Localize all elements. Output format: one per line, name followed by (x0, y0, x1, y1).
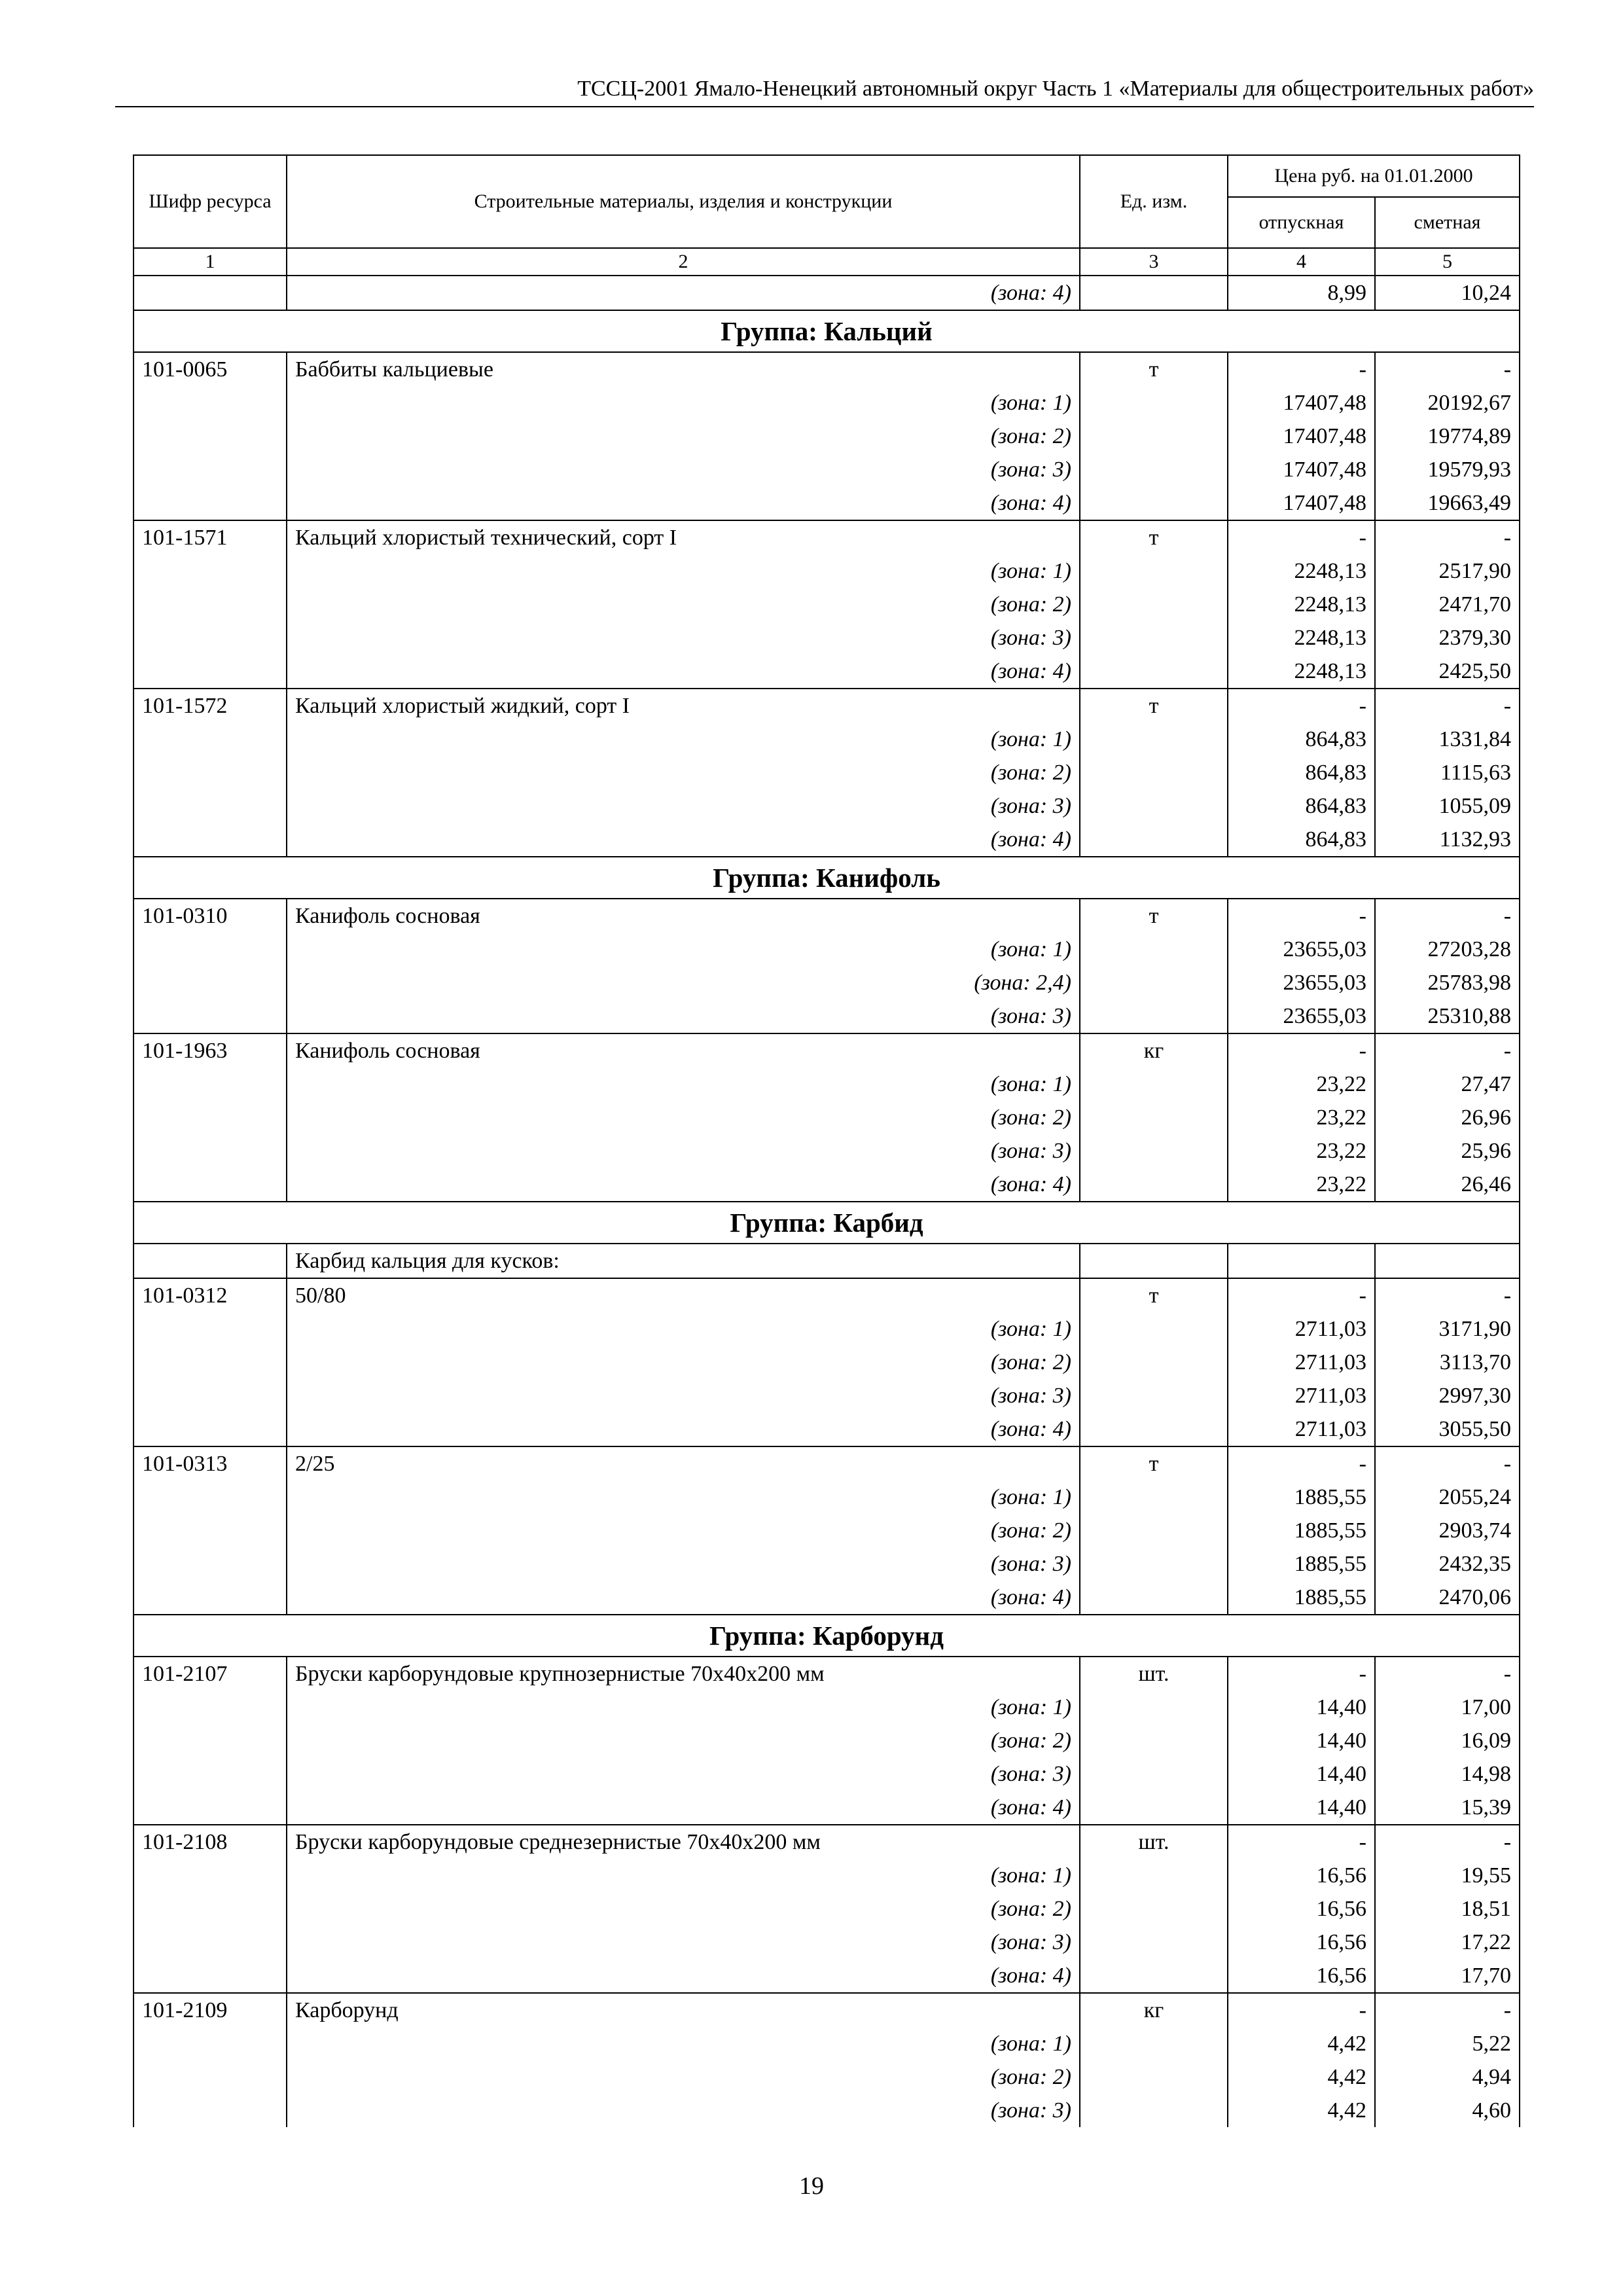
running-header: ТССЦ-2001 Ямало-Ненецкий автономный округ Часть 1 «Материалы для общестроительных работ» (115, 72, 1534, 107)
col-header-code: Шифр ресурса (134, 155, 287, 248)
zone-row (134, 453, 1520, 486)
estimate-price: 1055,09 (1375, 789, 1520, 823)
release-price: 16,56 (1228, 1859, 1375, 1892)
zone-row (134, 2094, 1520, 2127)
release-price: - (1228, 1278, 1375, 1312)
release-price: 1885,55 (1228, 1547, 1375, 1581)
release-price: 16,56 (1228, 1959, 1375, 1993)
zone-row (134, 621, 1520, 655)
zone-row (134, 1859, 1520, 1892)
resource-code: 101-1963 (134, 1033, 287, 1067)
resource-row (134, 1446, 1520, 1480)
resource-code: 101-2107 (134, 1657, 287, 1691)
zone-label: (зона: 4) (287, 276, 1080, 310)
release-price: 2248,13 (1228, 554, 1375, 588)
group-row (134, 857, 1520, 899)
zone-row (134, 1757, 1520, 1791)
release-price: - (1228, 1033, 1375, 1067)
col-header-price-group: Цена руб. на 01.01.2000 (1228, 155, 1520, 197)
resource-code: 101-0312 (134, 1278, 287, 1312)
estimate-price: 26,46 (1375, 1168, 1520, 1202)
estimate-price: 2470,06 (1375, 1581, 1520, 1615)
unit-of-measure: т (1080, 899, 1228, 933)
release-price: 2711,03 (1228, 1312, 1375, 1346)
zone-label: (зона: 3) (287, 1757, 1080, 1791)
release-price: 4,42 (1228, 2027, 1375, 2060)
group-title: Группа: Канифоль (134, 857, 1520, 899)
release-price: 2711,03 (1228, 1346, 1375, 1379)
zone-label: (зона: 3) (287, 453, 1080, 486)
group-row (134, 1615, 1520, 1657)
estimate-price: 3055,50 (1375, 1412, 1520, 1446)
zone-row (134, 789, 1520, 823)
release-price: 17407,48 (1228, 486, 1375, 520)
release-price: 4,42 (1228, 2060, 1375, 2094)
release-price: - (1228, 1446, 1375, 1480)
estimate-price: - (1375, 1993, 1520, 2027)
zone-row (134, 1134, 1520, 1168)
zone-row (134, 1312, 1520, 1346)
zone-row (134, 386, 1520, 420)
zone-row (134, 2027, 1520, 2060)
col-header-unit: Ед. изм. (1080, 155, 1228, 248)
resource-code: 101-0065 (134, 352, 287, 386)
zone-row (134, 756, 1520, 789)
zone-row (134, 1168, 1520, 1202)
release-price: 23655,03 (1228, 933, 1375, 966)
zone-label: (зона: 1) (287, 1067, 1080, 1101)
release-price: 23,22 (1228, 1067, 1375, 1101)
estimate-price: 2055,24 (1375, 1480, 1520, 1514)
zone-row (134, 1379, 1520, 1412)
zone-label: (зона: 1) (287, 2027, 1080, 2060)
table-body (134, 276, 1520, 2127)
release-price: 14,40 (1228, 1691, 1375, 1724)
zone-row (134, 655, 1520, 689)
unit-of-measure: шт. (1080, 1657, 1228, 1691)
zone-label: (зона: 3) (287, 999, 1080, 1033)
release-price: 2711,03 (1228, 1379, 1375, 1412)
release-price: - (1228, 899, 1375, 933)
resource-name: Кальций хлористый жидкий, сорт I (287, 689, 1080, 723)
release-price: 17407,48 (1228, 420, 1375, 453)
release-price: 2248,13 (1228, 621, 1375, 655)
estimate-price: 1331,84 (1375, 723, 1520, 756)
release-price: 23655,03 (1228, 999, 1375, 1033)
zone-row (134, 1067, 1520, 1101)
zone-row (134, 1581, 1520, 1615)
zone-row (134, 1691, 1520, 1724)
unit-of-measure: шт. (1080, 1825, 1228, 1859)
zone-label: (зона: 2) (287, 1514, 1080, 1547)
estimate-price: 20192,67 (1375, 386, 1520, 420)
col-header-name: Строительные материалы, изделия и конструкции (287, 155, 1080, 248)
zone-row (134, 1101, 1520, 1134)
zone-label: (зона: 2) (287, 588, 1080, 621)
zone-row (134, 933, 1520, 966)
release-price: 2711,03 (1228, 1412, 1375, 1446)
col-header-release: отпускная (1228, 197, 1375, 248)
release-price: - (1228, 1825, 1375, 1859)
zone-label: (зона: 4) (287, 1412, 1080, 1446)
release-price: 864,83 (1228, 823, 1375, 857)
release-price: - (1228, 520, 1375, 554)
zone-row (134, 420, 1520, 453)
zone-label: (зона: 1) (287, 1691, 1080, 1724)
estimate-price: - (1375, 520, 1520, 554)
estimate-price: - (1375, 899, 1520, 933)
col-number: 2 (287, 248, 1080, 276)
unit-of-measure: т (1080, 1446, 1228, 1480)
subheading-text: Карбид кальция для кусков: (287, 1244, 1080, 1278)
resource-code: 101-1572 (134, 689, 287, 723)
zone-row (134, 966, 1520, 999)
resource-row (134, 1825, 1520, 1859)
zone-label: (зона: 2) (287, 420, 1080, 453)
resource-row (134, 899, 1520, 933)
estimate-price: 1115,63 (1375, 756, 1520, 789)
resource-name: 2/25 (287, 1446, 1080, 1480)
zone-label: (зона: 2) (287, 756, 1080, 789)
zone-label: (зона: 2) (287, 2060, 1080, 2094)
estimate-price: 27203,28 (1375, 933, 1520, 966)
zone-label: (зона: 3) (287, 1379, 1080, 1412)
group-title: Группа: Карборунд (134, 1615, 1520, 1657)
zone-row (134, 1926, 1520, 1959)
zone-row (134, 2060, 1520, 2094)
zone-row (134, 1791, 1520, 1825)
zone-row (134, 1547, 1520, 1581)
group-row (134, 310, 1520, 352)
release-price: 16,56 (1228, 1892, 1375, 1926)
release-price: 4,42 (1228, 2094, 1375, 2127)
resource-row (134, 1657, 1520, 1691)
estimate-price: 17,70 (1375, 1959, 1520, 1993)
resource-row (134, 1278, 1520, 1312)
release-price: 864,83 (1228, 723, 1375, 756)
estimate-price: 16,09 (1375, 1724, 1520, 1757)
page-number: 19 (799, 2172, 824, 2200)
zone-label: (зона: 1) (287, 933, 1080, 966)
estimate-price: 25,96 (1375, 1134, 1520, 1168)
release-price: 2248,13 (1228, 588, 1375, 621)
zone-label: (зона: 4) (287, 1168, 1080, 1202)
table-header (134, 155, 1520, 276)
zone-label: (зона: 2) (287, 1101, 1080, 1134)
estimate-price: - (1375, 1033, 1520, 1067)
zone-row (134, 1412, 1520, 1446)
unit-of-measure: кг (1080, 1033, 1228, 1067)
resource-code: 101-2108 (134, 1825, 287, 1859)
resource-row (134, 520, 1520, 554)
estimate-price: 1132,93 (1375, 823, 1520, 857)
release-price: 16,56 (1228, 1926, 1375, 1959)
zone-label: (зона: 1) (287, 1480, 1080, 1514)
resource-name: Бруски карборундовые среднезернистые 70х40х200 мм (287, 1825, 1080, 1859)
zone-row (134, 486, 1520, 520)
estimate-price: 19774,89 (1375, 420, 1520, 453)
estimate-price: - (1375, 1446, 1520, 1480)
price-table (133, 154, 1520, 2127)
zone-label: (зона: 4) (287, 1581, 1080, 1615)
estimate-price: 19579,93 (1375, 453, 1520, 486)
carry-over-row (134, 276, 1520, 310)
zone-row (134, 1892, 1520, 1926)
release-price: 1885,55 (1228, 1581, 1375, 1615)
estimate-price: 2517,90 (1375, 554, 1520, 588)
estimate-price: - (1375, 1825, 1520, 1859)
zone-label: (зона: 4) (287, 1791, 1080, 1825)
resource-name: Канифоль сосновая (287, 1033, 1080, 1067)
zone-label: (зона: 3) (287, 1926, 1080, 1959)
resource-row (134, 1033, 1520, 1067)
col-number: 4 (1228, 248, 1375, 276)
resource-name: Бруски карборундовые крупнозернистые 70х40х200 мм (287, 1657, 1080, 1691)
zone-label: (зона: 1) (287, 386, 1080, 420)
resource-name: 50/80 (287, 1278, 1080, 1312)
estimate-price: 17,22 (1375, 1926, 1520, 1959)
col-number: 5 (1375, 248, 1520, 276)
zone-label: (зона: 2) (287, 1346, 1080, 1379)
zone-row (134, 1480, 1520, 1514)
estimate-price: 2379,30 (1375, 621, 1520, 655)
zone-label: (зона: 1) (287, 1859, 1080, 1892)
release-price: 864,83 (1228, 756, 1375, 789)
zone-row (134, 1959, 1520, 1993)
estimate-price: 26,96 (1375, 1101, 1520, 1134)
zone-label: (зона: 2,4) (287, 966, 1080, 999)
release-price: 1885,55 (1228, 1514, 1375, 1547)
release-price: 23,22 (1228, 1101, 1375, 1134)
zone-label: (зона: 3) (287, 1134, 1080, 1168)
group-title: Группа: Кальций (134, 310, 1520, 352)
release-price: 2248,13 (1228, 655, 1375, 689)
estimate-price: 3171,90 (1375, 1312, 1520, 1346)
release-price: - (1228, 352, 1375, 386)
resource-name: Баббиты кальциевые (287, 352, 1080, 386)
resource-name: Карборунд (287, 1993, 1080, 2027)
estimate-price: 2471,70 (1375, 588, 1520, 621)
resource-code: 101-0313 (134, 1446, 287, 1480)
release-price: 17407,48 (1228, 453, 1375, 486)
release-price: 8,99 (1228, 276, 1375, 310)
estimate-price: 4,94 (1375, 2060, 1520, 2094)
release-price: 14,40 (1228, 1791, 1375, 1825)
zone-label: (зона: 3) (287, 621, 1080, 655)
release-price: 23655,03 (1228, 966, 1375, 999)
estimate-price: 4,60 (1375, 2094, 1520, 2127)
resource-code: 101-2109 (134, 1993, 287, 2027)
estimate-price: 19,55 (1375, 1859, 1520, 1892)
resource-code: 101-0310 (134, 899, 287, 933)
zone-label: (зона: 1) (287, 723, 1080, 756)
zone-row (134, 554, 1520, 588)
col-number: 3 (1080, 248, 1228, 276)
resource-row (134, 689, 1520, 723)
estimate-price: 25783,98 (1375, 966, 1520, 999)
zone-label: (зона: 1) (287, 554, 1080, 588)
zone-label: (зона: 4) (287, 486, 1080, 520)
col-number: 1 (134, 248, 287, 276)
zone-label: (зона: 2) (287, 1724, 1080, 1757)
release-price: - (1228, 1993, 1375, 2027)
zone-label: (зона: 4) (287, 823, 1080, 857)
zone-row (134, 1724, 1520, 1757)
estimate-price: - (1375, 1278, 1520, 1312)
release-price: - (1228, 689, 1375, 723)
group-title: Группа: Карбид (134, 1202, 1520, 1244)
resource-code: 101-1571 (134, 520, 287, 554)
release-price: 17407,48 (1228, 386, 1375, 420)
estimate-price: 3113,70 (1375, 1346, 1520, 1379)
zone-label: (зона: 4) (287, 1959, 1080, 1993)
release-price: 14,40 (1228, 1724, 1375, 1757)
estimate-price: - (1375, 352, 1520, 386)
unit-of-measure: т (1080, 520, 1228, 554)
release-price: 23,22 (1228, 1134, 1375, 1168)
zone-label: (зона: 2) (287, 1892, 1080, 1926)
estimate-price: 19663,49 (1375, 486, 1520, 520)
estimate-price: - (1375, 689, 1520, 723)
zone-label: (зона: 3) (287, 2094, 1080, 2127)
zone-row (134, 1514, 1520, 1547)
release-price: 1885,55 (1228, 1480, 1375, 1514)
zone-label: (зона: 3) (287, 789, 1080, 823)
unit-of-measure: т (1080, 1278, 1228, 1312)
estimate-price: 15,39 (1375, 1791, 1520, 1825)
estimate-price: 2903,74 (1375, 1514, 1520, 1547)
estimate-price: 10,24 (1375, 276, 1520, 310)
zone-row (134, 723, 1520, 756)
estimate-price: 14,98 (1375, 1757, 1520, 1791)
zone-label: (зона: 4) (287, 655, 1080, 689)
zone-label: (зона: 3) (287, 1547, 1080, 1581)
estimate-price: 18,51 (1375, 1892, 1520, 1926)
estimate-price: 2432,35 (1375, 1547, 1520, 1581)
zone-row (134, 588, 1520, 621)
release-price: 864,83 (1228, 789, 1375, 823)
subheading-row (134, 1244, 1520, 1278)
estimate-price: 2425,50 (1375, 655, 1520, 689)
estimate-price: 27,47 (1375, 1067, 1520, 1101)
col-header-estimate: сметная (1375, 197, 1520, 248)
resource-name: Кальций хлористый технический, сорт I (287, 520, 1080, 554)
resource-row (134, 1993, 1520, 2027)
zone-row (134, 1346, 1520, 1379)
estimate-price: - (1375, 1657, 1520, 1691)
release-price: 23,22 (1228, 1168, 1375, 1202)
resource-name: Канифоль сосновая (287, 899, 1080, 933)
unit-of-measure: т (1080, 689, 1228, 723)
resource-row (134, 352, 1520, 386)
release-price: - (1228, 1657, 1375, 1691)
release-price: 14,40 (1228, 1757, 1375, 1791)
estimate-price: 5,22 (1375, 2027, 1520, 2060)
estimate-price: 17,00 (1375, 1691, 1520, 1724)
group-row (134, 1202, 1520, 1244)
estimate-price: 2997,30 (1375, 1379, 1520, 1412)
zone-label: (зона: 1) (287, 1312, 1080, 1346)
estimate-price: 25310,88 (1375, 999, 1520, 1033)
unit-of-measure: т (1080, 352, 1228, 386)
unit-of-measure: кг (1080, 1993, 1228, 2027)
zone-row (134, 823, 1520, 857)
zone-row (134, 999, 1520, 1033)
